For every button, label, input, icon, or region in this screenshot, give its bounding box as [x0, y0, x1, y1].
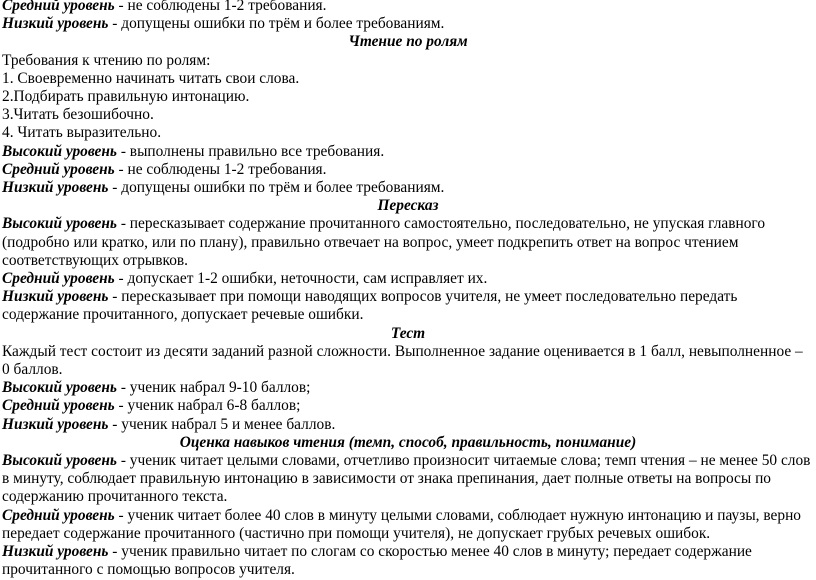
level-label: Средний уровень	[2, 160, 115, 178]
level-description: - допущены ошибки по трём и более требованиям.	[108, 15, 445, 33]
level-label: Высокий уровень	[2, 142, 117, 160]
roles-medium-paragraph	[2, 161, 814, 179]
level-label: Низкий уровень	[2, 415, 109, 433]
roles-intro: Требования к чтению по ролям:	[2, 51, 211, 69]
retelling-heading: Пересказ	[377, 197, 439, 215]
roles-requirement: 3.Читать безошибочно.	[2, 106, 154, 124]
test-medium-paragraph	[2, 397, 814, 415]
roles-low-paragraph	[2, 179, 814, 197]
reading-low-paragraph	[2, 543, 814, 579]
level-description: - пересказывает содержание прочитанного самостоятельно, последовательно, не упуская главного (подробно или кратко, или по плану), правильно отвечает на вопрос, умеет подкрепить ответ на вопрос чтением соответствующих отрывков.	[2, 215, 766, 269]
level-description: - ученик правильно читает по слогам со скоростью менее 40 слов в минуту; передает содержание прочитанного с помощью вопросов учителя.	[2, 543, 752, 579]
level-description: - ученик набрал 6-8 баллов;	[114, 397, 301, 415]
level-description: - не соблюдены 1-2 требования.	[114, 160, 327, 178]
level-label: Высокий уровень	[2, 215, 117, 233]
level-description: - ученик читает целыми словами, отчетливо произносит читаемые слова; темп чтения – не менее 50 слов в минуту, соблюдает правильную интонацию в зависимости от знака препинания, дает полные ответы на вопросы по содержанию прочитанного текста.	[2, 452, 811, 506]
roles-requirement: 2.Подбирать правильную интонацию.	[2, 88, 250, 106]
retelling-high-paragraph	[2, 215, 814, 270]
reading-heading: Оценка навыков чтения (темп, способ, правильность, понимание)	[179, 433, 637, 451]
top-medium-paragraph	[2, 0, 814, 15]
roles-requirement: 1. Своевременно начинать читать свои слова.	[2, 69, 300, 87]
level-label: Высокий уровень	[2, 452, 117, 470]
level-description: - ученик читает более 40 слов в минуту целыми словами, соблюдает нужную интонацию и паузы, верно передает содержание прочитанного (частично при помощи учителя), не допускает грубых речевых ошибок.	[2, 506, 801, 542]
roles-high-paragraph	[2, 143, 814, 161]
retelling-medium-paragraph	[2, 270, 814, 288]
level-description: - выполнены правильно все требования.	[116, 142, 385, 160]
level-label: Низкий уровень	[2, 179, 109, 197]
test-intro: Каждый тест состоит из десяти заданий разной сложности. Выполненное задание оценивается в 1 балл, невыполненное – 0 баллов.	[2, 342, 803, 379]
level-label: Средний уровень	[2, 506, 115, 524]
reading-high-paragraph	[2, 452, 814, 507]
level-description: - допускает 1-2 ошибки, неточности, сам исправляет их.	[114, 270, 488, 288]
test-heading: Тест	[390, 324, 426, 342]
level-label: Средний уровень	[2, 397, 115, 415]
level-label: Средний уровень	[2, 270, 115, 288]
level-description: - ученик набрал 9-10 баллов;	[116, 379, 311, 397]
level-label: Низкий уровень	[2, 543, 109, 561]
level-label: Низкий уровень	[2, 15, 109, 33]
retelling-low-paragraph	[2, 288, 814, 324]
level-description: - пересказывает при помощи наводящих вопросов учителя, не умеет последовательно передать содержание прочитанного, допускает речевые ошибки.	[2, 288, 738, 324]
top-low-paragraph	[2, 15, 814, 33]
test-low-paragraph	[2, 416, 814, 434]
level-description: - допущены ошибки по трём и более требованиям.	[108, 179, 445, 197]
level-description: - не соблюдены 1-2 требования.	[114, 0, 327, 14]
roles-heading: Чтение по ролям	[348, 33, 468, 51]
reading-medium-paragraph	[2, 507, 814, 543]
level-description: - ученик набрал 5 и менее баллов.	[108, 415, 336, 433]
level-label: Низкий уровень	[2, 288, 109, 306]
test-high-paragraph	[2, 379, 814, 397]
level-label: Средний уровень	[2, 0, 115, 14]
level-label: Высокий уровень	[2, 379, 117, 397]
roles-requirement: 4. Читать выразительно.	[2, 124, 162, 142]
